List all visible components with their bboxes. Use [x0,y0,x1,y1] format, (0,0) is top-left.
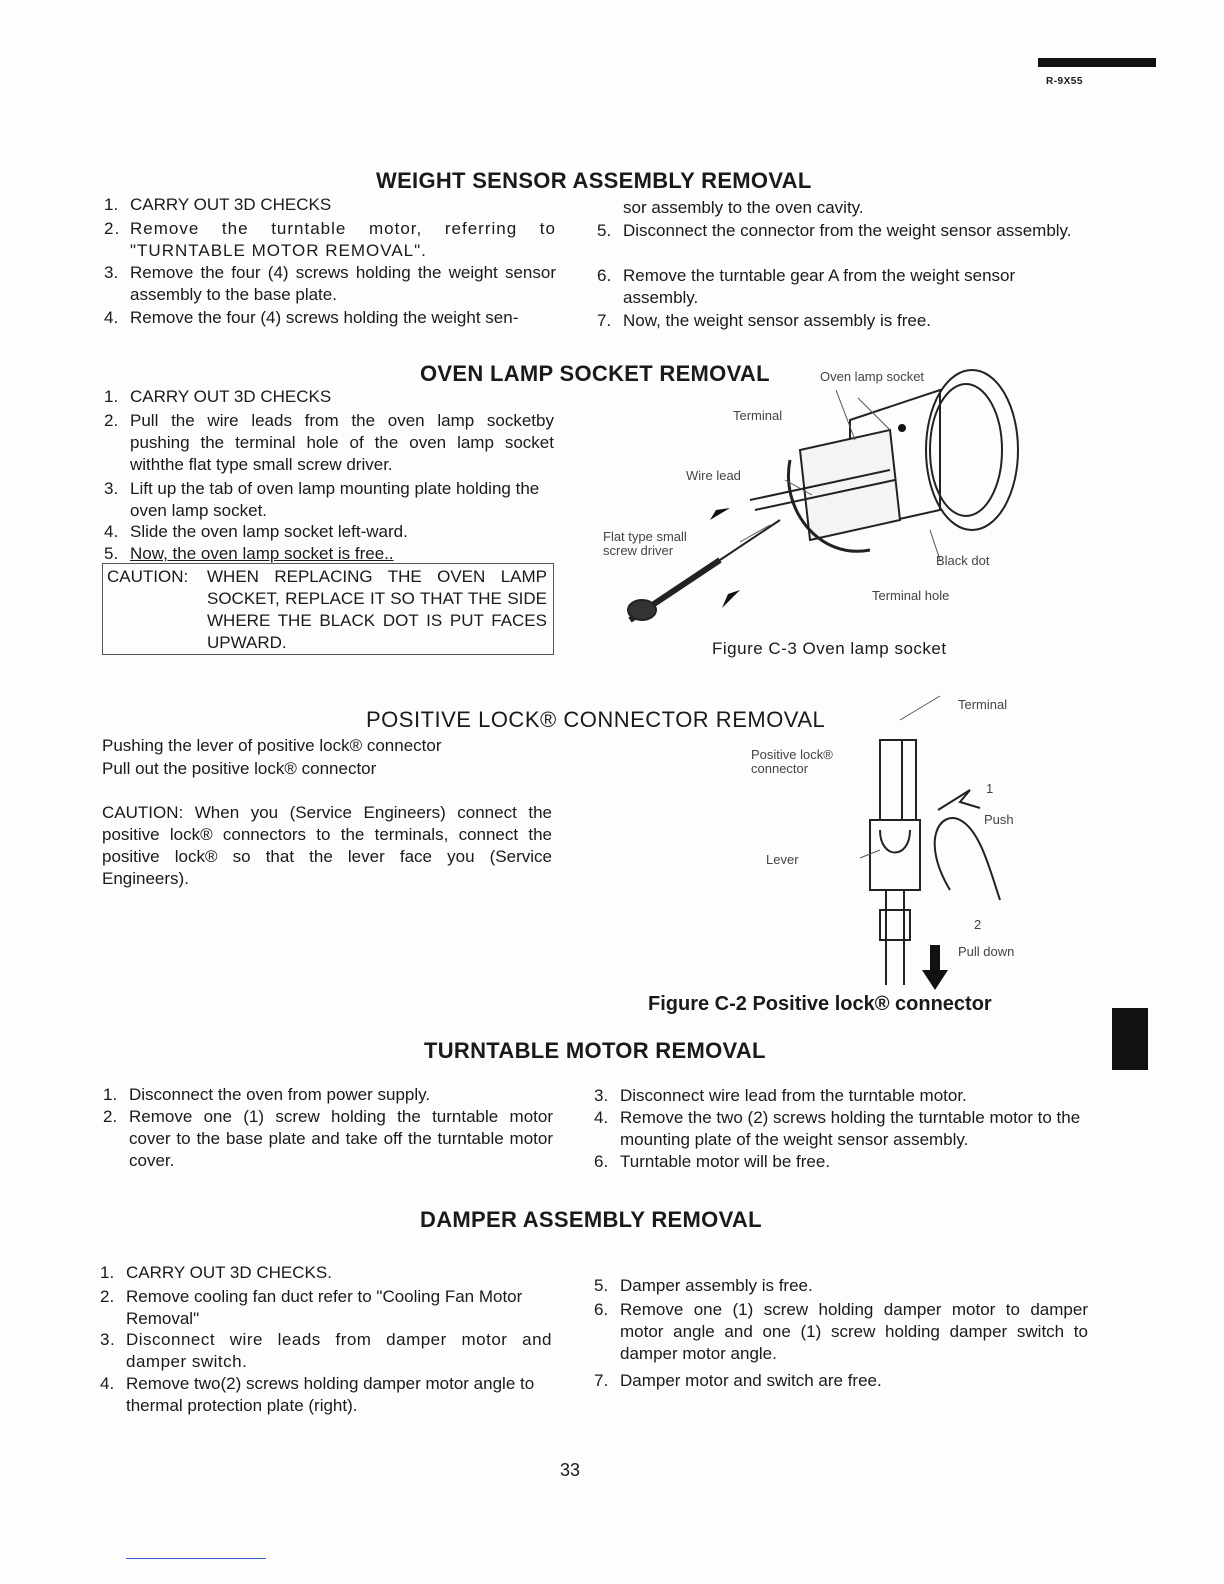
pull-down-arrow [922,945,948,990]
model-number: R-9X55 [1046,76,1083,87]
connector-left [880,740,902,820]
list-item: 3. Remove the four (4) screws holding the weight sensor assembly to the base plate. [104,263,556,304]
list-item: 2. Remove the turntable motor, referring to "TURNTABLE MOTOR REMOVAL". [104,219,556,260]
caution-text: WHEN REPLACING THE OVEN LAMP SOCKET, REPLACE IT SO THAT THE SIDE WHERE THE BLACK DOT IS PUT FACES UPWARD. [207,567,547,652]
caution-label: CAUTION: [107,567,189,586]
list-item: 1. CARRY OUT 3D CHECKS [104,387,332,406]
label-pl-connector: Positive lock® connector [751,747,833,776]
footer-rule [126,1558,266,1559]
list-item: 2. Remove cooling fan duct refer to "Cooling Fan Motor Removal" [100,1287,523,1328]
label-pl-terminal: Terminal [958,697,1008,712]
list-item: 6. Turntable motor will be free. [594,1152,831,1171]
finger [935,818,1000,900]
list-item: 3. Disconnect wire lead from the turntable motor. [594,1086,967,1105]
weight-sensor-title: WEIGHT SENSOR ASSEMBLY REMOVAL [376,168,812,193]
label-terminal: Terminal [733,408,783,423]
label-terminal-hole: Terminal hole [872,588,950,603]
list-item: 5. Damper assembly is free. [594,1276,813,1295]
list-item: 1. CARRY OUT 3D CHECKS. [100,1263,332,1282]
list-item: 1. Disconnect the oven from power supply. [103,1085,431,1104]
list-item: 7. Now, the weight sensor assembly is free. [597,311,932,330]
label-step-2: 2 [974,917,982,932]
label-oven-lamp-socket: Oven lamp socket [820,369,925,384]
label-wire-lead: Wire lead [686,468,741,483]
list-item: 4. Remove the four (4) screws holding the weight sen- [104,308,519,327]
list-item: 7. Damper motor and switch are free. [594,1371,882,1390]
positive-lock-caution: CAUTION: When you (Service Engineers) connect the positive lock® connectors to the terminals, connect the positive lock® so that the lever face you (Service Engineers). [102,803,552,888]
figure-c3-caption: Figure C-3 Oven lamp socket [712,639,947,658]
caution-box [102,563,554,655]
label-lever: Lever [766,852,799,867]
positive-lock-title: POSITIVE LOCK® CONNECTOR REMOVAL [366,707,826,732]
list-item: 3. Disconnect wire leads from damper motor and damper switch. [100,1330,552,1371]
oven-lamp-socket-diagram [590,360,1040,660]
label-screwdriver: Flat type small screw driver [603,529,687,558]
figure-c2-caption: Figure C-2 Positive lock® connector [648,993,992,1015]
list-item: 2. Pull the wire leads from the oven lamp socketby pushing the terminal hole of the oven lamp socket withthe flat type small screw driver. [104,411,554,474]
positive-lock-para-1: Pushing the lever of positive lock® connector [102,736,442,755]
list-item: 6. Remove the turntable gear A from the weight sensor assembly. [597,266,1016,307]
list-item: 3. Lift up the tab of oven lamp mounting plate holding the oven lamp socket. [104,479,540,520]
connector-body [870,820,920,890]
list-item: 2. Remove one (1) screw holding the turntable motor cover to the base plate and take off the turntable motor cover. [103,1107,553,1170]
side-tab-marker [1112,1008,1148,1070]
header-bar [1038,58,1156,67]
label-step-1: 1 [986,781,994,796]
list-item: 4. Slide the oven lamp socket left-ward. [104,522,408,541]
list-item: 4. Remove two(2) screws holding damper motor angle to thermal protection plate (right). [100,1374,535,1415]
oven-lamp-title: OVEN LAMP SOCKET REMOVAL [420,361,770,386]
positive-lock-para-2: Pull out the positive lock® connector [102,759,377,778]
label-push: Push [984,812,1014,827]
turntable-motor-title: TURNTABLE MOTOR REMOVAL [424,1038,766,1063]
damper-title: DAMPER ASSEMBLY REMOVAL [420,1207,762,1232]
label-black-dot: Black dot [936,553,990,568]
list-item: 5. Now, the oven lamp socket is free.. [104,544,394,563]
push-arrow [710,508,730,520]
list-item: 5. Disconnect the connector from the weight sensor assembly. [597,221,1072,240]
list-item: 1. CARRY OUT 3D CHECKS [104,195,332,214]
page-number: 33 [560,1460,581,1480]
list-item: 4. Remove the two (2) screws holding the turntable motor to the mounting plate of the weight sensor assembly. [594,1108,1081,1149]
black-dot [898,424,906,432]
label-pull-down: Pull down [958,944,1015,959]
list-item: sor assembly to the oven cavity. [623,198,864,217]
list-item: 6. Remove one (1) screw holding damper motor to damper motor angle and one (1) screw holding damper switch to damper motor angle. [594,1300,1088,1363]
